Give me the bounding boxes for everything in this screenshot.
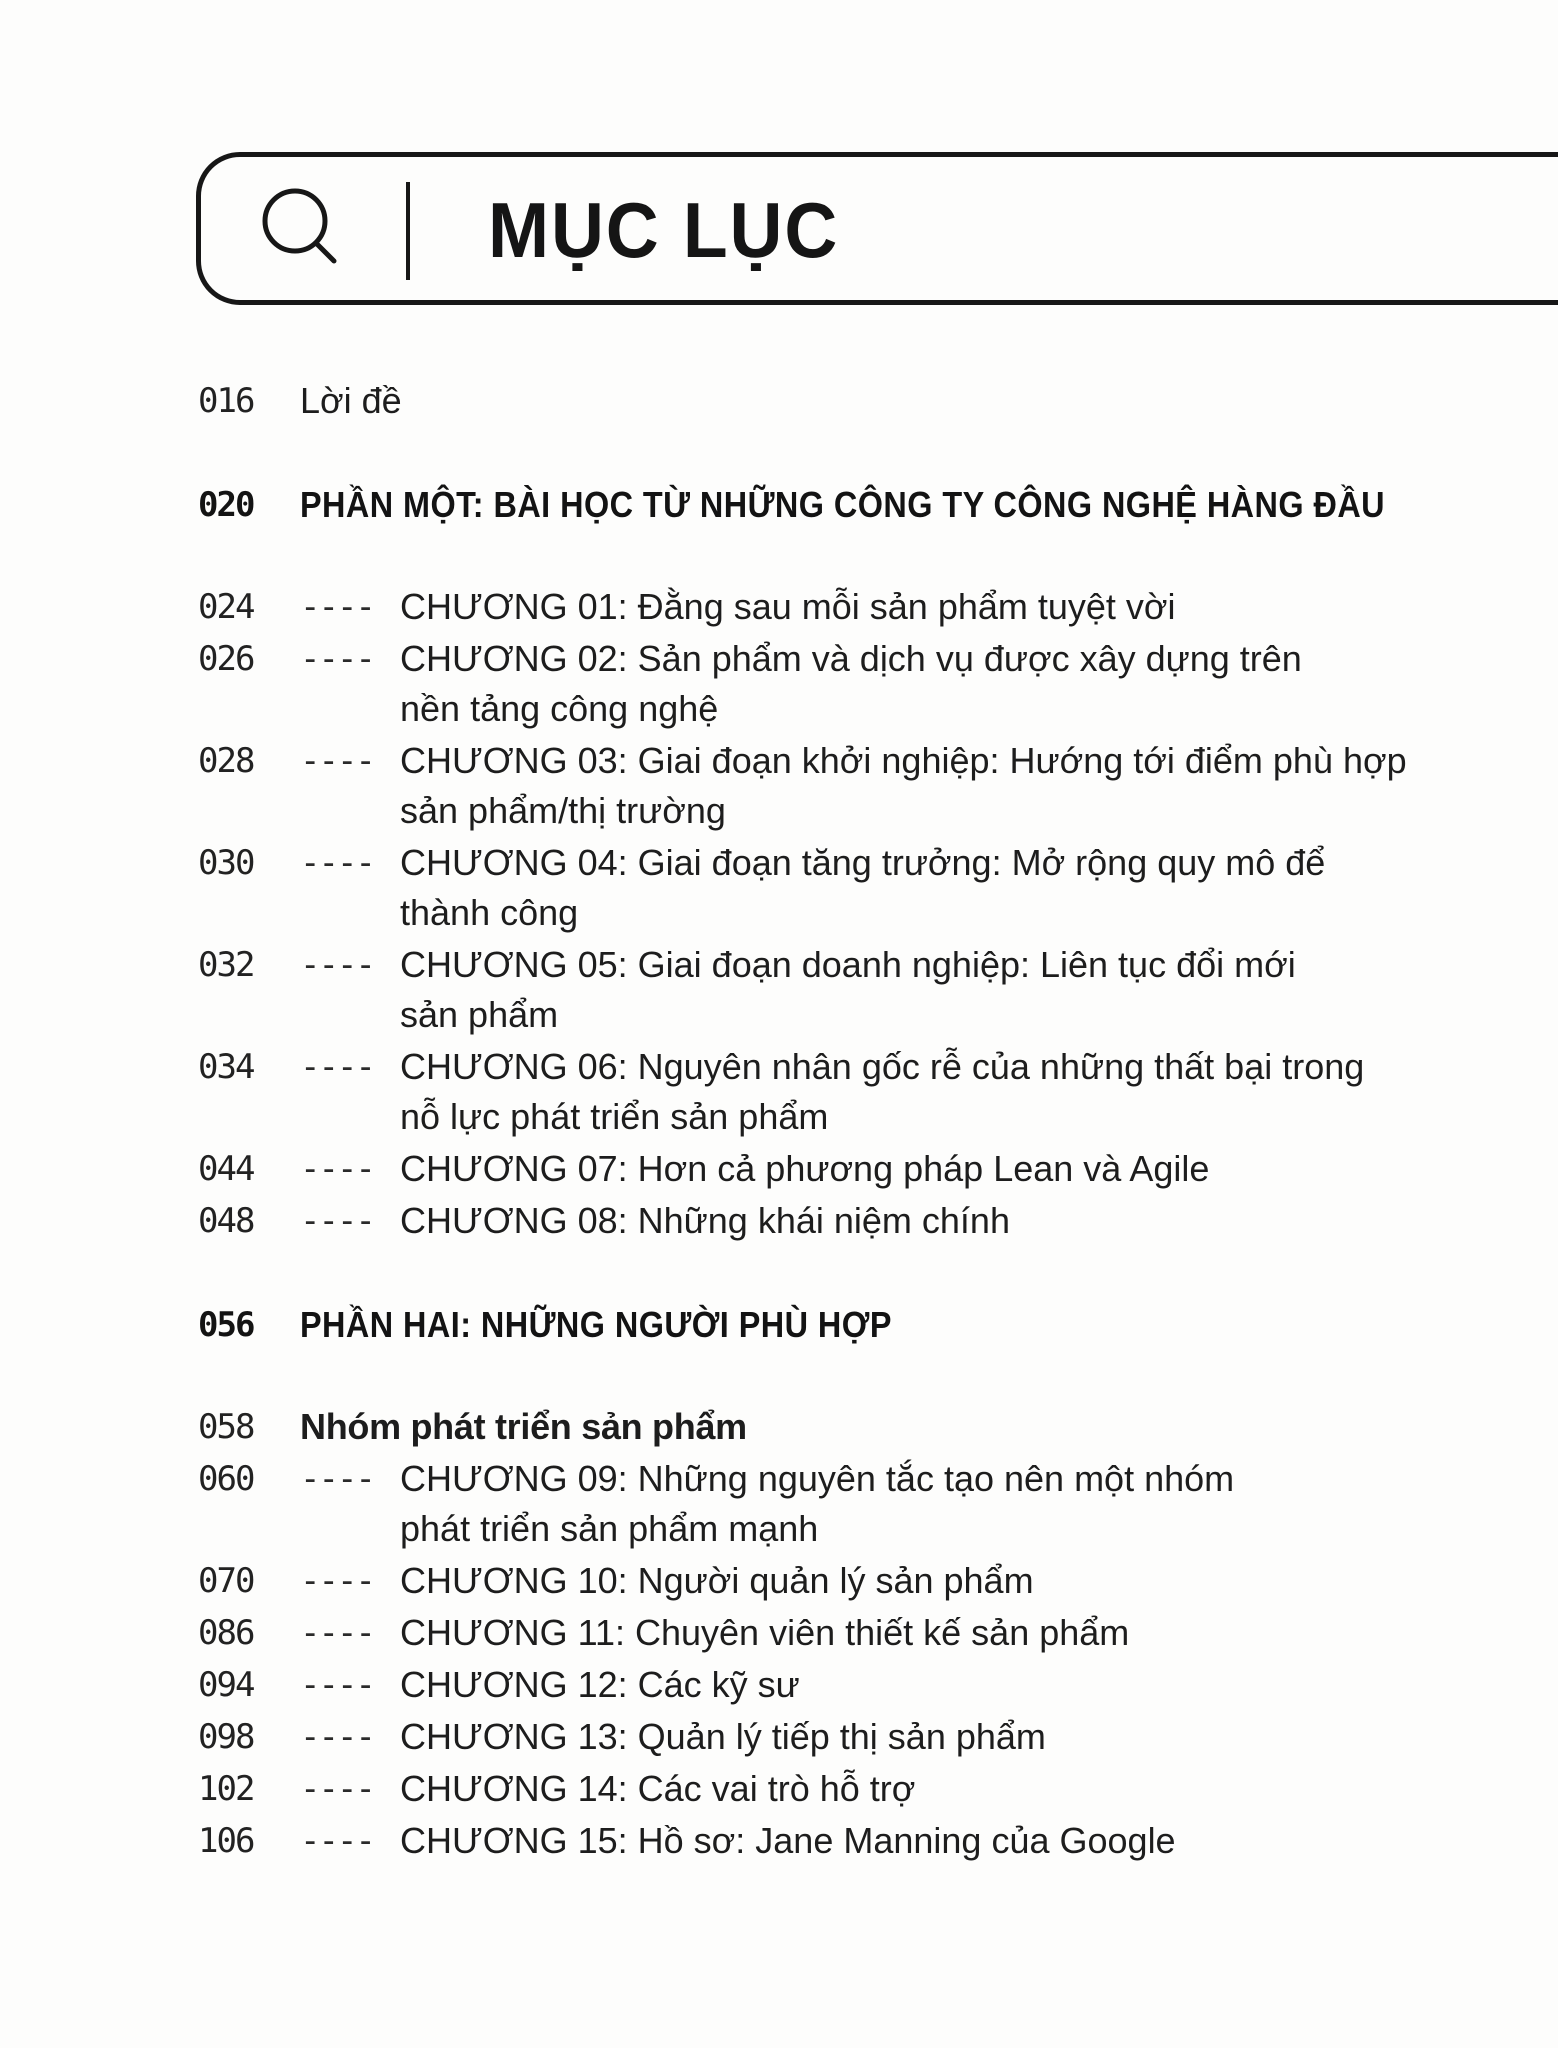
page-number: 094 bbox=[198, 1665, 254, 1705]
page-number: 048 bbox=[198, 1201, 254, 1241]
entry-title bbox=[400, 1144, 1558, 1194]
dash-leader: ---- bbox=[300, 1149, 374, 1189]
entry-title bbox=[400, 1454, 1558, 1554]
toc-entry-070 bbox=[0, 1556, 1558, 1606]
entry-title-line: CHƯƠNG 15: Hồ sơ: Jane Manning của Google bbox=[400, 1820, 1176, 1861]
toc-entry-094 bbox=[0, 1660, 1558, 1710]
entry-title bbox=[400, 1660, 1558, 1710]
toc-entry-060 bbox=[0, 1454, 1558, 1554]
entry-title-line: CHƯƠNG 01: Đằng sau mỗi sản phẩm tuyệt vời bbox=[400, 586, 1176, 627]
entry-title-line: CHƯƠNG 05: Giai đoạn doanh nghiệp: Liên tục đổi mới bbox=[400, 944, 1296, 985]
toc-entry-030 bbox=[0, 838, 1558, 938]
toc-entry-106 bbox=[0, 1816, 1558, 1866]
page-number: 032 bbox=[198, 945, 254, 985]
entry-title bbox=[400, 634, 1558, 734]
dash-leader: ---- bbox=[300, 1665, 374, 1705]
entry-title-line: CHƯƠNG 08: Những khái niệm chính bbox=[400, 1200, 1010, 1241]
entry-title-line: PHẦN MỘT: BÀI HỌC TỪ NHỮNG CÔNG TY CÔNG NGHỆ HÀNG ĐẦU bbox=[300, 484, 1386, 525]
entry-title bbox=[400, 582, 1558, 632]
magnifier-icon bbox=[253, 183, 341, 271]
entry-title bbox=[400, 1196, 1558, 1246]
toc-list bbox=[0, 376, 1558, 1868]
page-number: 024 bbox=[198, 587, 254, 627]
dash-leader: ---- bbox=[300, 1821, 374, 1861]
dash-leader: ---- bbox=[300, 1459, 374, 1499]
toc-entry-028 bbox=[0, 736, 1558, 836]
entry-title bbox=[300, 1300, 1432, 1350]
entry-title bbox=[400, 1712, 1558, 1762]
entry-title-line: CHƯƠNG 14: Các vai trò hỗ trợ bbox=[400, 1768, 916, 1809]
entry-title bbox=[400, 838, 1558, 938]
entry-title-line: CHƯƠNG 11: Chuyên viên thiết kế sản phẩm bbox=[400, 1612, 1130, 1653]
toc-entry-086 bbox=[0, 1608, 1558, 1658]
entry-title bbox=[400, 1556, 1558, 1606]
entry-title-line: nỗ lực phát triển sản phẩm bbox=[400, 1096, 829, 1137]
entry-title-line: CHƯƠNG 06: Nguyên nhân gốc rễ của những thất bại trong bbox=[400, 1046, 1365, 1087]
page-number: 102 bbox=[198, 1769, 254, 1809]
page-number: 026 bbox=[198, 639, 254, 679]
dash-leader: ---- bbox=[300, 639, 374, 679]
dash-leader: ---- bbox=[300, 1561, 374, 1601]
dash-leader: ---- bbox=[300, 1201, 374, 1241]
entry-title bbox=[400, 736, 1558, 836]
toc-entry-026 bbox=[0, 634, 1558, 734]
entry-title bbox=[300, 480, 1432, 530]
search-bar-banner bbox=[196, 152, 1558, 305]
entry-title-line: CHƯƠNG 13: Quản lý tiếp thị sản phẩm bbox=[400, 1716, 1046, 1757]
toc-entry-044 bbox=[0, 1144, 1558, 1194]
entry-title-line: thành công bbox=[400, 892, 579, 933]
entry-title-line: sản phẩm bbox=[400, 994, 559, 1035]
entry-title bbox=[400, 1042, 1558, 1142]
entry-title-line: CHƯƠNG 10: Người quản lý sản phẩm bbox=[400, 1560, 1034, 1601]
entry-title-line: CHƯƠNG 09: Những nguyên tắc tạo nên một nhóm bbox=[400, 1458, 1235, 1499]
toc-entry-034 bbox=[0, 1042, 1558, 1142]
dash-leader: ---- bbox=[300, 945, 374, 985]
dash-leader: ---- bbox=[300, 843, 374, 883]
entry-title bbox=[300, 1402, 1558, 1452]
entry-title-line: Lời đề bbox=[300, 380, 402, 421]
page-number: 030 bbox=[198, 843, 254, 883]
page-number: 098 bbox=[198, 1717, 254, 1757]
toc-entry-016 bbox=[0, 376, 1558, 426]
entry-title-line: CHƯƠNG 12: Các kỹ sư bbox=[400, 1664, 800, 1705]
entry-title-line: CHƯƠNG 03: Giai đoạn khởi nghiệp: Hướng tới điểm phù hợp bbox=[400, 740, 1407, 781]
page-number: 020 bbox=[198, 485, 254, 525]
toc-entry-098 bbox=[0, 1712, 1558, 1762]
page-number: 106 bbox=[198, 1821, 254, 1861]
entry-title bbox=[400, 1764, 1558, 1814]
entry-title bbox=[400, 1608, 1558, 1658]
vertical-divider bbox=[406, 182, 410, 280]
entry-title bbox=[400, 940, 1558, 1040]
page-number: 044 bbox=[198, 1149, 254, 1189]
dash-leader: ---- bbox=[300, 1613, 374, 1653]
page-number: 016 bbox=[198, 381, 254, 421]
toc-entry-032 bbox=[0, 940, 1558, 1040]
toc-entry-024 bbox=[0, 582, 1558, 632]
entry-title-line: phát triển sản phẩm mạnh bbox=[400, 1508, 819, 1549]
entry-title-line: Nhóm phát triển sản phẩm bbox=[300, 1406, 747, 1447]
entry-title-line: CHƯƠNG 04: Giai đoạn tăng trưởng: Mở rộng quy mô để bbox=[400, 842, 1326, 883]
toc-entry-056 bbox=[0, 1300, 1558, 1350]
entry-title-line: CHƯƠNG 07: Hơn cả phương pháp Lean và Agile bbox=[400, 1148, 1210, 1189]
toc-entry-048 bbox=[0, 1196, 1558, 1246]
dash-leader: ---- bbox=[300, 1047, 374, 1087]
toc-entry-020 bbox=[0, 480, 1558, 530]
page-number: 058 bbox=[198, 1407, 254, 1447]
dash-leader: ---- bbox=[300, 1717, 374, 1757]
entry-title bbox=[300, 376, 1558, 426]
page-number: 028 bbox=[198, 741, 254, 781]
dash-leader: ---- bbox=[300, 587, 374, 627]
page-number: 086 bbox=[198, 1613, 254, 1653]
page-number: 056 bbox=[198, 1305, 254, 1345]
dash-leader: ---- bbox=[300, 1769, 374, 1809]
page-number: 060 bbox=[198, 1459, 254, 1499]
page-number: 034 bbox=[198, 1047, 254, 1087]
toc-entry-102 bbox=[0, 1764, 1558, 1814]
entry-title-line: CHƯƠNG 02: Sản phẩm và dịch vụ được xây dựng trên bbox=[400, 638, 1302, 679]
entry-title bbox=[400, 1816, 1558, 1866]
toc-entry-058 bbox=[0, 1402, 1558, 1452]
entry-title-line: sản phẩm/thị trường bbox=[400, 790, 726, 831]
entry-title-line: PHẦN HAI: NHỮNG NGƯỜI PHÙ HỢP bbox=[300, 1304, 892, 1345]
page-number: 070 bbox=[198, 1561, 254, 1601]
entry-title-line: nền tảng công nghệ bbox=[400, 688, 719, 729]
dash-leader: ---- bbox=[300, 741, 374, 781]
page-title: MỤC LỤC bbox=[488, 186, 840, 274]
